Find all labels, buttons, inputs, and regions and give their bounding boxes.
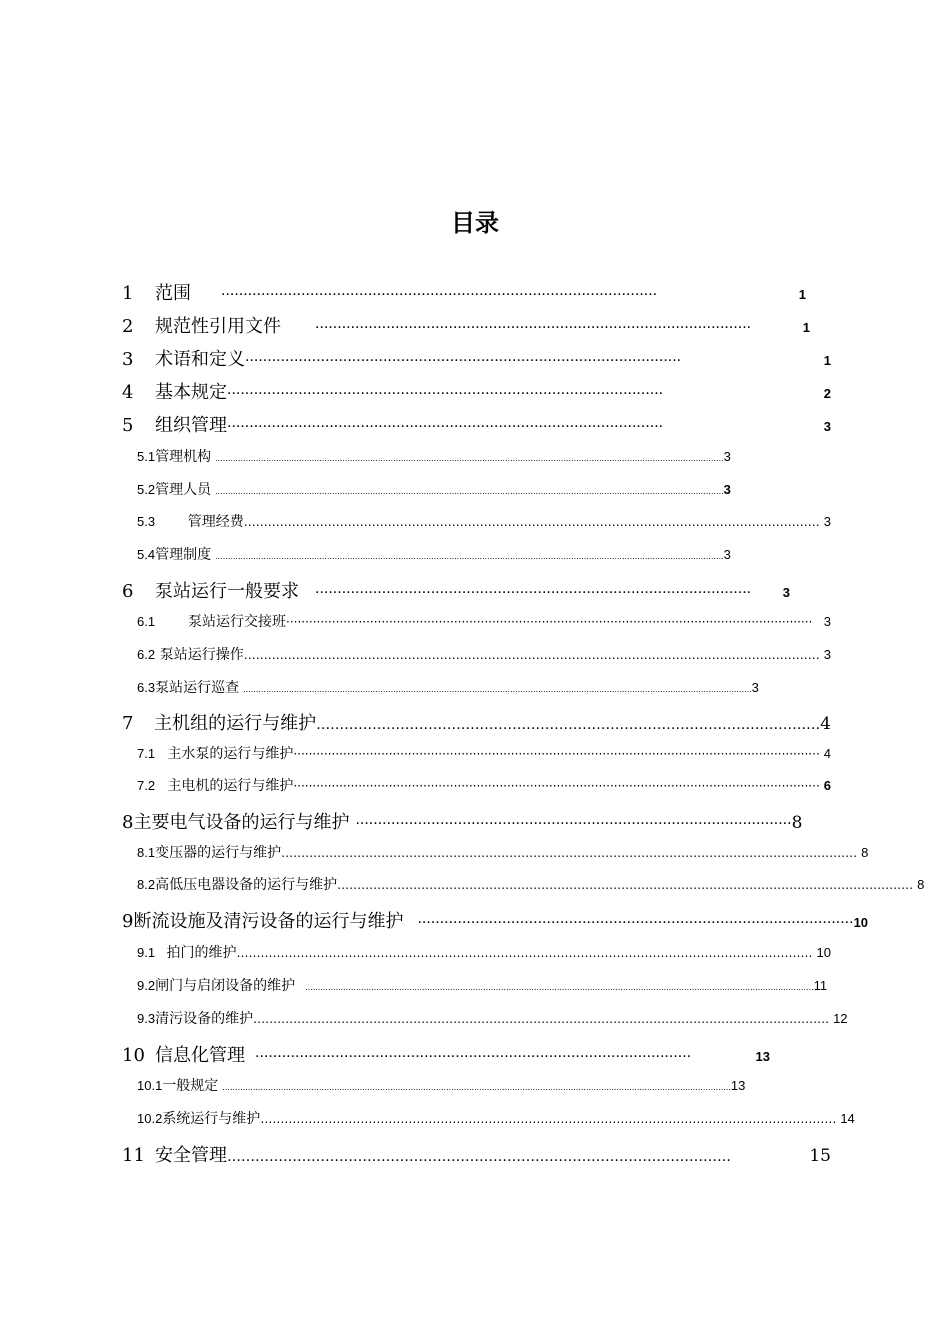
- toc-entry[interactable]: [118, 345, 831, 371]
- toc-entry[interactable]: [137, 975, 828, 995]
- toc-number: 6.2: [137, 647, 156, 662]
- toc-page: 2: [823, 386, 831, 401]
- toc-page: 13: [755, 1049, 770, 1064]
- toc-entry[interactable]: [118, 808, 803, 834]
- toc-leader: ··································································································: [355, 816, 792, 832]
- toc-entry[interactable]: [137, 479, 731, 499]
- toc-page: 4: [820, 714, 831, 734]
- toc-page: 8: [791, 813, 803, 833]
- toc-number: 9.1: [137, 945, 156, 960]
- toc-label: 管理机构: [155, 449, 212, 465]
- toc-leader: ........................................................................................................................................................................................................: [215, 454, 724, 463]
- toc-number: 5.4: [137, 547, 156, 562]
- toc-leader: ··································································································: [221, 287, 658, 303]
- toc-leader: ........................................................................................................................................................................................................: [243, 685, 752, 694]
- toc-page: 6: [823, 778, 831, 793]
- toc-page: 10: [816, 945, 831, 960]
- toc-number: 10: [122, 1045, 145, 1066]
- toc-entry[interactable]: [137, 775, 831, 795]
- toc-page: 12: [833, 1011, 848, 1026]
- toc-leader: ………………………………………………………………………………………………………………………………: [243, 515, 820, 529]
- toc-entry[interactable]: [137, 942, 831, 962]
- toc-label: 高低压电器设备的运行与维护: [155, 877, 338, 893]
- toc-entry[interactable]: [137, 446, 731, 466]
- toc-label: 管理人员: [155, 482, 212, 498]
- toc-label: 闸门与启闭设备的维护: [155, 978, 296, 994]
- toc-number: 7: [122, 713, 134, 734]
- toc-page: 4: [823, 746, 831, 761]
- toc-number: 9.2: [137, 978, 156, 993]
- toc-number: 8.1: [137, 845, 156, 860]
- toc-leader: ........................................................................................................................................................................................................: [215, 487, 724, 496]
- toc-page: 1: [823, 353, 831, 368]
- toc-leader: ··········································································································································: [286, 615, 813, 629]
- toc-label: 拍门的维护: [166, 945, 237, 961]
- toc-entry[interactable]: [137, 743, 831, 763]
- toc-title: 目录: [451, 209, 499, 237]
- toc-number: 6.3: [137, 680, 156, 695]
- toc-label: 断流设施及清污设备的运行与维护: [133, 911, 404, 932]
- toc-page: 15: [809, 1146, 831, 1166]
- toc-number: 6: [122, 581, 134, 602]
- toc-page: 3: [723, 449, 731, 464]
- toc-number: 10.1: [137, 1078, 163, 1093]
- toc-number: 3: [122, 349, 134, 370]
- toc-entry[interactable]: [137, 1075, 746, 1095]
- toc-entry[interactable]: [118, 1041, 770, 1067]
- toc-page: 3: [823, 614, 831, 629]
- toc-leader: ··································································································: [315, 320, 752, 336]
- toc-label: 清污设备的维护: [155, 1011, 254, 1027]
- toc-entry[interactable]: [137, 1008, 848, 1028]
- toc-page: 10: [853, 915, 869, 930]
- toc-entry[interactable]: [118, 1141, 831, 1167]
- toc-number: 5.1: [137, 449, 156, 464]
- toc-number: 2: [122, 316, 134, 337]
- toc-page: 3: [823, 647, 831, 662]
- toc-number: 7.1: [137, 746, 156, 761]
- toc-entry[interactable]: [137, 677, 759, 697]
- toc-leader: ………………………………………………………………………………………………: [316, 717, 821, 733]
- toc-number: 5: [122, 415, 134, 436]
- toc-entry[interactable]: [137, 511, 831, 531]
- toc-leader: ··································································································: [255, 1049, 692, 1065]
- toc-leader: ........................................................................................................................................................................................................: [215, 552, 724, 561]
- toc-page: 3: [723, 547, 731, 562]
- toc-page: 11: [813, 978, 828, 993]
- toc-label: 安全管理: [155, 1145, 227, 1166]
- toc-leader: ........................................................................................................................................................................................................: [222, 1083, 731, 1092]
- toc-number: 10.2: [137, 1111, 163, 1126]
- toc-label: 泵站运行操作: [159, 647, 244, 663]
- toc-leader: ………………………………………………………………………………………………………………………………: [281, 846, 858, 860]
- toc-entry[interactable]: [118, 577, 790, 603]
- toc-leader: ........................................................................................................................................................................................................: [305, 983, 814, 992]
- toc-label: 管理经费: [187, 514, 244, 530]
- toc-label: 组织管理: [155, 415, 227, 436]
- toc-label: 主机组的运行与维护: [154, 713, 317, 734]
- toc-label: 范围: [155, 283, 191, 304]
- toc-leader: ··································································································: [315, 585, 752, 601]
- toc-number: 4: [122, 382, 134, 403]
- toc-entry[interactable]: [118, 709, 831, 735]
- toc-entry[interactable]: [118, 411, 831, 437]
- toc-page: 8: [861, 845, 869, 860]
- toc-page: 14: [840, 1111, 855, 1126]
- toc-page: 3: [823, 514, 831, 529]
- toc-label: 主电机的运行与维护: [167, 778, 294, 794]
- toc-label: 泵站运行一般要求: [155, 581, 299, 602]
- toc-label: 信息化管理: [155, 1045, 245, 1066]
- toc-leader: ··································································································: [227, 386, 664, 402]
- toc-entry[interactable]: [137, 544, 731, 564]
- toc-entry[interactable]: [118, 279, 806, 305]
- toc-leader: ··································································································: [245, 353, 682, 369]
- toc-entry[interactable]: [137, 874, 925, 894]
- toc-label: 术语和定义: [155, 349, 245, 370]
- toc-page: 1: [798, 287, 806, 302]
- toc-page: 3: [751, 680, 759, 695]
- toc-number: 8: [122, 812, 134, 833]
- toc-leader: ………………………………………………………………………………………………………………………………: [260, 1112, 837, 1126]
- toc-entry[interactable]: [118, 378, 831, 404]
- toc-leader: ··································································································: [417, 915, 854, 931]
- toc-label: 泵站运行交接班: [188, 614, 286, 630]
- toc-label: 基本规定: [155, 382, 227, 403]
- toc-number: 9.3: [137, 1011, 156, 1026]
- toc-entry[interactable]: [118, 312, 810, 338]
- toc-page: 3: [782, 585, 790, 600]
- toc-leader: ………………………………………………………………………………………………………………………………: [253, 1012, 830, 1026]
- toc-label: 变压器的运行与维护: [155, 845, 282, 861]
- toc-leader: ………………………………………………………………………………………………: [227, 1149, 731, 1165]
- toc-entry[interactable]: [137, 1108, 855, 1128]
- toc-label: 泵站运行巡查: [155, 680, 240, 696]
- toc-number: 7.2: [137, 778, 156, 793]
- toc-label: 一般规定: [162, 1078, 219, 1094]
- toc-entry[interactable]: [118, 907, 869, 933]
- toc-leader: ··································································································: [227, 419, 664, 435]
- toc-leader: ··········································································································································: [293, 779, 820, 793]
- toc-page: 13: [730, 1078, 746, 1093]
- toc-page: 1: [802, 320, 810, 335]
- toc-number: 6.1: [137, 614, 156, 629]
- toc-leader: ………………………………………………………………………………………………………………………………: [236, 946, 813, 960]
- toc-label: 管理制度: [155, 547, 212, 563]
- toc-label: 规范性引用文件: [155, 316, 281, 337]
- toc-label: 系统运行与维护: [162, 1111, 261, 1127]
- toc-page: 3: [723, 482, 731, 497]
- toc-number: 8.2: [137, 877, 156, 892]
- toc-entry[interactable]: [137, 842, 869, 862]
- toc-page: 8: [917, 877, 925, 892]
- toc-number: 5.3: [137, 514, 156, 529]
- toc-number: 11: [122, 1145, 145, 1166]
- toc-label: 主要电气设备的运行与维护: [133, 812, 350, 833]
- toc-number: 5.2: [137, 482, 156, 497]
- toc-number: 9: [122, 911, 134, 932]
- toc-leader: ··········································································································································: [293, 747, 820, 761]
- toc-page: 3: [823, 419, 831, 434]
- toc-label: 主水泵的运行与维护: [167, 746, 294, 762]
- toc-leader: ………………………………………………………………………………………………………………………………: [337, 878, 914, 892]
- toc-entry[interactable]: [137, 611, 831, 631]
- toc-leader: ………………………………………………………………………………………………………………………………: [243, 648, 820, 662]
- toc-number: 1: [122, 283, 134, 304]
- toc-entry[interactable]: [137, 644, 831, 664]
